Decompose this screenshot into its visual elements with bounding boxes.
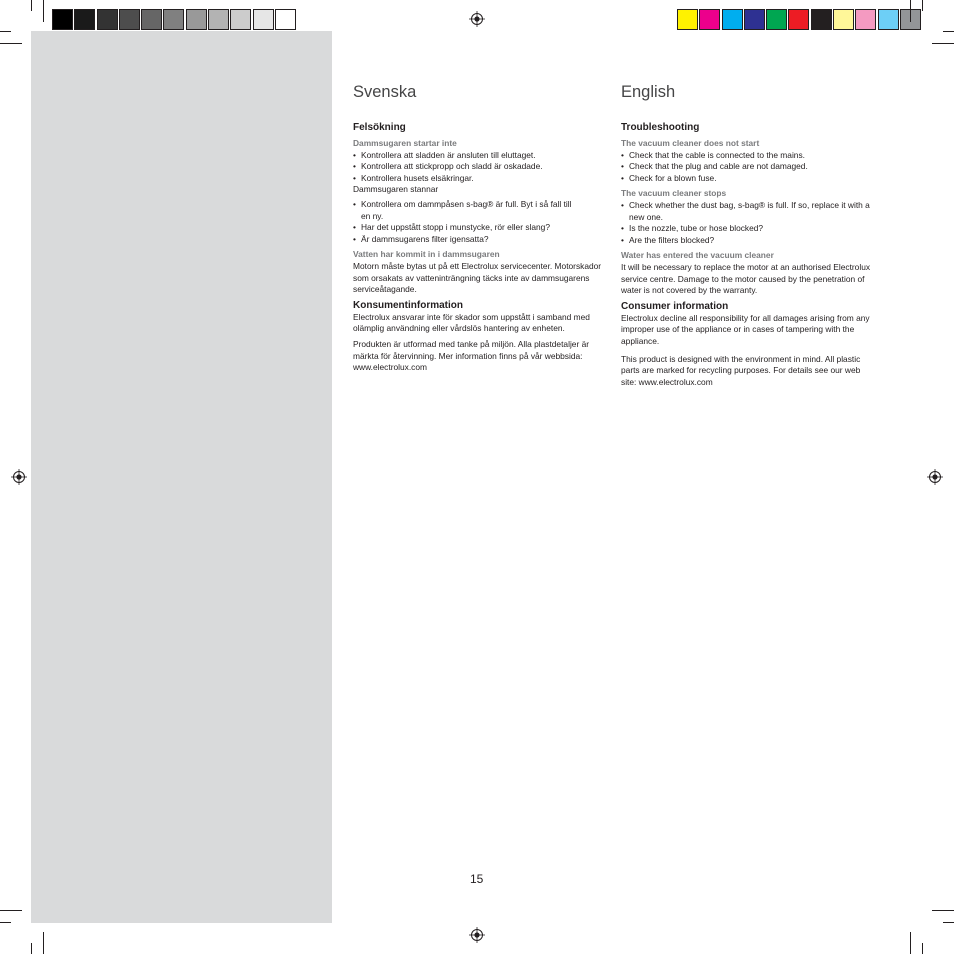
bullet-list xyxy=(353,150,605,185)
language-heading: Svenska xyxy=(353,83,417,101)
crop-mark xyxy=(910,0,911,22)
section-heading: The vacuum cleaner does not start xyxy=(621,138,760,148)
troubleshooting-heading: Felsökning xyxy=(353,122,406,133)
color-swatch xyxy=(811,9,832,30)
list-item: • Is the nozzle, tube or hose blocked? xyxy=(621,223,873,235)
list-item: • Are the filters blocked? xyxy=(621,235,873,247)
section-heading: The vacuum cleaner stops xyxy=(621,188,727,199)
list-item: • Kontrollera att sladden är ansluten till eluttaget. xyxy=(353,150,605,162)
svenska-column xyxy=(353,82,605,374)
crop-mark xyxy=(943,31,954,32)
crop-mark xyxy=(31,0,32,11)
color-swatch xyxy=(253,9,274,30)
list-item: • Check that the cable is connected to the mains. xyxy=(621,150,873,162)
color-swatch xyxy=(744,9,765,30)
color-swatch xyxy=(186,9,207,30)
consumer-info-heading: Consumer information xyxy=(621,300,729,312)
color-swatch xyxy=(855,9,876,30)
paragraph: This product is designed with the environment in mind. All plastic parts are marked for recycling purposes. For details see our web site: www.electrolux.com xyxy=(621,353,861,387)
crop-mark xyxy=(0,43,22,44)
list-item: • Check that the plug and cable are not damaged. xyxy=(621,161,873,173)
color-swatch xyxy=(275,9,296,30)
troubleshooting-heading: Troubleshooting xyxy=(621,122,700,133)
paragraph: Motorn måste bytas ut på ett Electrolux servicecenter. Motorskador som orsakats av vatteninträngning täcks inte av dammsugarens serviceåtagande. xyxy=(353,260,602,295)
color-swatch xyxy=(878,9,899,30)
color-swatch xyxy=(163,9,184,30)
color-swatch xyxy=(833,9,854,30)
crop-mark xyxy=(943,922,954,923)
section-heading: Vatten har kommit in i dammsugaren xyxy=(353,249,500,260)
registration-mark-icon xyxy=(469,927,485,943)
color-swatch xyxy=(722,9,743,30)
crop-mark xyxy=(910,932,911,954)
paragraph: It will be necessary to replace the motor at an authorised Electrolux service centre. Damage to the motor caused by the penetration of water is not covered by the warranty. xyxy=(621,261,871,296)
color-swatch xyxy=(699,9,720,30)
color-swatch xyxy=(230,9,251,30)
color-swatch xyxy=(677,9,698,30)
bullet-list xyxy=(621,150,873,185)
consumer-info-heading: Konsumentinformation xyxy=(353,299,463,311)
registration-mark-icon xyxy=(927,469,943,485)
list-item: • Kontrollera att stickpropp och sladd är oskadade. xyxy=(353,161,605,173)
bullet-list xyxy=(353,199,605,245)
color-swatch xyxy=(141,9,162,30)
cmyk-color-bar xyxy=(677,9,922,30)
color-swatch xyxy=(208,9,229,30)
color-swatch xyxy=(766,9,787,30)
color-swatch xyxy=(74,9,95,30)
paragraph: Produkten är utformad med tanke på miljön. Alla plastdetaljer är märkta för återvinning. Mer information finns på vår webbsida: www.electrolux.com xyxy=(353,338,590,373)
color-swatch xyxy=(119,9,140,30)
list-item: • Kontrollera husets elsäkringar. xyxy=(353,173,605,185)
list-item: • Kontrollera om dammpåsen s-bag® är full. Byt i så fall till en ny. xyxy=(353,199,605,222)
section-subheading: Dammsugaren stannar xyxy=(353,184,439,195)
paragraph: Electrolux ansvarar inte för skador som uppstått i samband med olämplig användning eller vårdslös hantering av enheten. xyxy=(353,311,590,334)
crop-mark xyxy=(0,910,22,911)
registration-mark-icon xyxy=(11,469,27,485)
crop-mark xyxy=(0,922,11,923)
crop-mark xyxy=(43,0,44,22)
crop-mark xyxy=(932,43,954,44)
grayscale-color-bar xyxy=(52,9,297,30)
section-heading: Water has entered the vacuum cleaner xyxy=(621,250,774,261)
list-item: • Är dammsugarens filter igensatta? xyxy=(353,234,605,246)
crop-mark xyxy=(922,0,923,11)
color-swatch xyxy=(788,9,809,30)
color-swatch xyxy=(52,9,73,30)
crop-mark xyxy=(0,31,11,32)
crop-mark xyxy=(31,943,32,954)
crop-mark xyxy=(932,910,954,911)
language-heading: English xyxy=(621,83,676,101)
color-swatch xyxy=(97,9,118,30)
bullet-list xyxy=(621,200,873,246)
crop-mark xyxy=(43,932,44,954)
paragraph: Electrolux decline all responsibility for all damages arising from any improper use of the appliance or in cases of tampering with the appliance. xyxy=(621,312,870,346)
list-item: • Har det uppstått stopp i munstycke, rör eller slang? xyxy=(353,222,605,234)
section-heading: Dammsugaren startar inte xyxy=(353,138,457,148)
list-item: • Check for a blown fuse. xyxy=(621,173,873,185)
page-number: 15 xyxy=(470,872,484,886)
registration-mark-icon xyxy=(469,11,485,27)
crop-mark xyxy=(922,943,923,954)
english-column xyxy=(621,82,873,388)
list-item: • Check whether the dust bag, s-bag® is full. If so, replace it with a new one. xyxy=(621,200,873,223)
gray-side-panel xyxy=(31,31,332,923)
